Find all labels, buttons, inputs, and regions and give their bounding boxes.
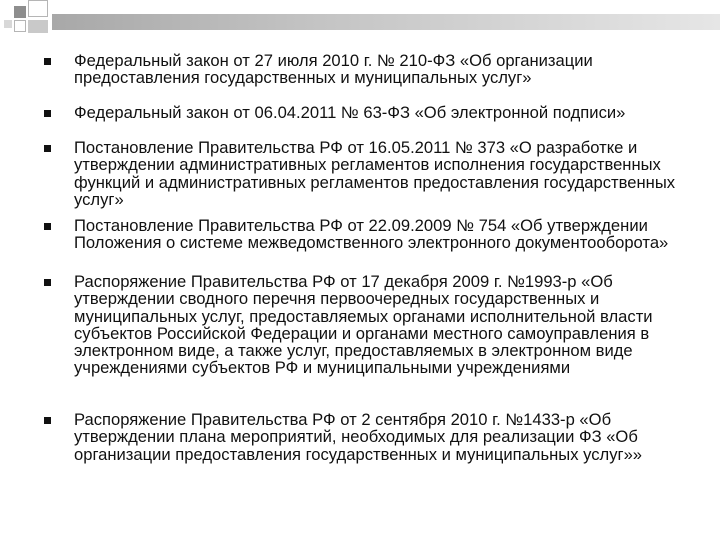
decor-square (28, 20, 48, 33)
list-item-text: Федеральный закон от 27 июля 2010 г. № 210-ФЗ «Об организации предоставления государственных и муниципальных услуг» (74, 51, 593, 88)
list-item-text: Постановление Правительства РФ от 16.05.2011 № 373 «О разработке и утверждении административных регламентов исполнения государственных функций и административных регламентов предоставления государственных услуг» (74, 138, 676, 209)
decor-square (14, 6, 26, 18)
slide-content (44, 52, 694, 463)
decor-square (4, 20, 12, 28)
square-bullet-icon (44, 110, 51, 117)
list-item-text: Федеральный закон от 06.04.2011 № 63-ФЗ «Об электронной подписи» (74, 103, 626, 122)
list-item (44, 411, 694, 463)
list-item (44, 139, 694, 217)
list-item (44, 104, 694, 139)
square-bullet-icon (44, 58, 51, 65)
square-bullet-icon (44, 145, 51, 152)
list-item-text: Распоряжение Правительства РФ от 2 сентября 2010 г. №1433-р «Об утверждении плана мероприятий, необходимых для реализации ФЗ «Об организации предоставления государственных и муниципальных услуг»» (74, 410, 643, 464)
title-bar-gradient (52, 14, 720, 30)
header-decoration (0, 0, 720, 50)
decor-square (28, 0, 48, 17)
decor-square (14, 20, 26, 32)
square-bullet-icon (44, 279, 51, 286)
list-item (44, 52, 694, 104)
list-item-text: Распоряжение Правительства РФ от 17 декабря 2009 г. №1993-р «Об утверждении сводного перечня первоочередных государственных и муниципальных услуг, предоставляемых органами исполнительной власти субъектов Российской Федерации и органами местного самоуправления в электронном виде, а также услуг, предоставляемых в электронном виде учреждениями субъектов РФ и муниципальными учреждениями (74, 272, 653, 378)
square-bullet-icon (44, 223, 51, 230)
list-item (44, 217, 694, 273)
list-item-text: Постановление Правительства РФ от 22.09.2009 № 754 «Об утверждении Положения о системе межведомственного электронного документооборота» (74, 216, 669, 253)
legal-acts-list (44, 52, 694, 463)
square-bullet-icon (44, 417, 51, 424)
list-item (44, 273, 694, 411)
